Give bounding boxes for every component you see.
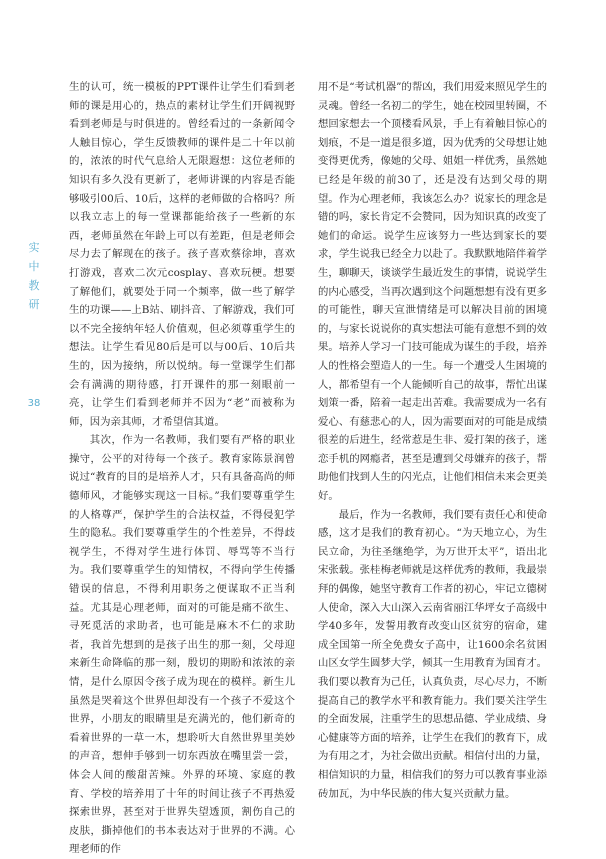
page-number: 38: [27, 398, 41, 409]
paragraph: 其次，作为一名教师，我们要有严格的职业操守，公平的对待每一个孩子。教育家陈景润曾说过“教育的目的是培养人才，只有具备高尚的师德师风，才能够实现这一目标。”我们要尊重学生的人格尊严，保护学生的合法权益，不得侵犯学生的隐私。我们要尊重学生的个性差异，不得歧视学生，不得对学生进行体罚、辱骂等不当行为。我们要尊重学生的知情权，不得向学生传播错误的信息，不得利用职务之便谋取不正当利益。尤其是心理老师，面对的可能是痛不欲生、寻死觅活的求助者，也可能是麻木不仁的求助者，我首先想到的是孩子出生的那一刻，父母迎来新生命降临的那一刻，殷切的期盼和浓浓的亲情，是什么原因令孩子成为现在的模样。新生儿虽然是哭着这个世界但却没有一个孩子不爱这个世界，小朋友的眼睛里是充满光的，他们新奇的看着世界的一草一木，想聆听大自然世界里美妙的声音，想伸手够到一切东西放在嘴里尝一尝，体会人间的酸甜苦辣。外界的环境、家庭的教育、学校的培养用了十年的时间让孩子不再热爱探索世界，甚至对于世界失望透顶，割伤自己的皮肤，撕掉他们的书本表达对于世界的不满。心理老师的作: [69, 434, 295, 856]
paragraph: 生的认可，统一模板的PPT课件让学生们看到老师的课是用心的，热点的素材让学生们开阔视野看到老师是与时俱进的。曾经看过的一条新闻令人触目惊心，学生反馈教师的课件是二十年以前的，浓浓的时代气息给人无限遐想：这位老师的知识有多久没有更新了，老师讲课的内容是否能够吸引00后、10后，这样的老师做的合格吗？所以我立志上的每一堂课都能给孩子一些新的东西，老师虽然在年龄上可以有差距，但是老师会尽力去了解现在的孩子。孩子喜欢蔡徐坤，喜欢打游戏，喜欢二次元cosplay、喜欢玩梗。想要了解他们，就要处于同一个频率，做一些了解学生的功课——上B站、刷抖音、了解游戏，我们可以不完全接纳年轻人价值观，但必须尊重学生的想法。让学生看见80后是可以与00后、10后共生的，因为接纳，所以悦纳。每一堂课学生们都会有满满的期待感，打开课件的那一刻眼前一亮，让学生们看到老师并不因为“老”而被称为师，因为亲其师，才希望信其道。: [69, 81, 295, 428]
section-char: 中: [28, 260, 40, 273]
left-column: [69, 78, 295, 856]
section-char: 实: [28, 241, 40, 254]
section-char: 教: [28, 279, 40, 292]
paragraph: 最后，作为一名教师，我们要有责任心和使命感，这才是我们的教育初心。“为天地立心，为生民立命，为往圣继绝学，为万世开太平”，语出北宋张载。张桂梅老师就是这样优秀的教师，我最崇拜的偶像，她坚守教育工作者的初心，牢记立德树人使命，深入大山深入云南省丽江华坪女子高级中学40多年，发誓用教育改变山区贫穷的宿命，建成全国第一所全免费女子高中，让1600余名贫困山区女学生圆梦大学，倾其一生用教育为国育才。我们要以教育为己任，认真负责，尽心尽力，不断提高自己的教学水平和教育能力。我们要关注学生的全面发展，注重学生的思想品德、学业成绩、身心健康等方面的培养，让学生在我们的教育下，成为有用之才，为社会做出贡献。相信付出的力量，相信知识的力量，相信我们的努力可以教育事业添砖加瓦，为中华民族的伟大复兴贡献力量。: [318, 508, 547, 800]
section-title: [24, 238, 44, 314]
paragraph: 用不是“考试机器”的帮凶，我们用爱来照见学生的灵魂。曾经一名初二的学生，她在校园里转圈，不想回家想去一个顶楼看风景，手上有着触目惊心的划痕，不是一道是很多道，因为优秀的父母想让她变得更优秀，像她的父母、姐姐一样优秀，虽然她已经是年级的前30了，还是没有达到父母的期望。作为心理老师，我该怎么办？说家长的理念是错的吗，家长肯定不会赞同，因为知识真的改变了她们的命运。说学生应该努力一些达到家长的要求，学生说我已经全力以赴了。我默默地陪伴着学生，聊聊天，谈谈学生最近发生的事情，说说学生的内心感受，当再次遇到这个问题想想有没有更多的可能性，聊天宣泄情绪是可以解决目前的困境的，与家长说说你的真实想法可能有意想不到的效果。培养人学习一门技可能成为谋生的手段，培养人的性格会塑造人的一生。每一个遭受人生困境的人，都希望有一个人能倾听自己的故事，帮忙出谋划策一番，陪着一起走出苦难。我需要成为一名有爱心、有慈悲心的人，因为需要面对的可能是成绩很差的后进生，经常惹是生非、爱打架的孩子，迷恋手机的网瘾者，甚至是遭到父母嫌弃的孩子，帮助他们找到人生的闪光点，让他们相信未来会更美好。: [318, 81, 547, 503]
section-char: 研: [28, 298, 40, 311]
sidebar-section-label: [24, 238, 44, 314]
right-column: [318, 78, 547, 800]
